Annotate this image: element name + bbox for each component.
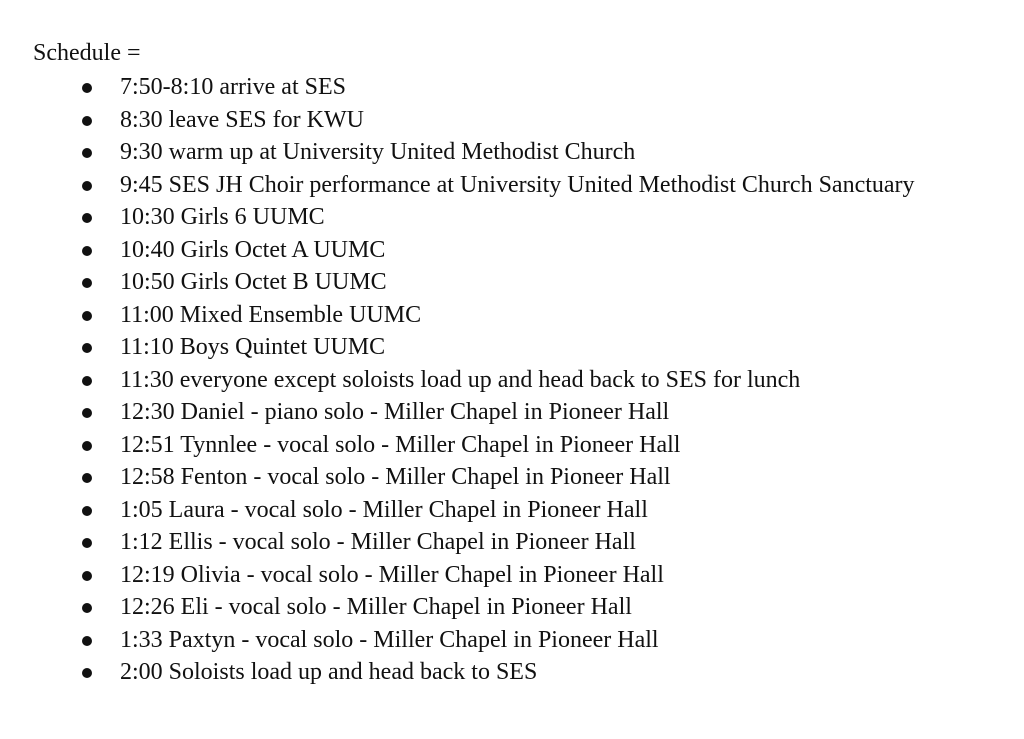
schedule-item-text: 11:10 Boys Quintet UUMC: [120, 334, 386, 360]
schedule-item-text: 11:00 Mixed Ensemble UUMC: [120, 301, 422, 328]
bullet-icon: [82, 506, 92, 516]
bullet-icon: [82, 668, 92, 678]
schedule-item-text: 12:30 Daniel - piano solo - Miller Chapel in Pioneer Hall: [120, 399, 670, 425]
bullet-icon: [82, 408, 92, 418]
schedule-item-text: 1:05 Laura - vocal solo - Miller Chapel in Pioneer Hall: [120, 496, 648, 523]
bullet-icon: [82, 603, 92, 613]
schedule-item-text: 12:19 Olivia - vocal solo - Miller Chapel in Pioneer Hall: [120, 561, 664, 588]
schedule-item-text: 2:00 Soloists load up and head back to SES: [120, 659, 538, 685]
bullet-icon: [82, 538, 92, 548]
bullet-icon: [82, 278, 92, 288]
bullet-icon: [82, 473, 92, 483]
schedule-item-text: 10:30 Girls 6 UUMC: [120, 204, 325, 230]
schedule-item-text: 1:12 Ellis - vocal solo - Miller Chapel in Pioneer Hall: [120, 529, 636, 555]
schedule-item-text: 7:50-8:10 arrive at SES: [120, 74, 346, 100]
schedule-item-text: 1:33 Paxtyn - vocal solo - Miller Chapel in Pioneer Hall: [120, 626, 659, 653]
bullet-icon: [82, 116, 92, 126]
bullet-icon: [82, 246, 92, 256]
bullet-icon: [82, 376, 92, 386]
bullet-icon: [82, 571, 92, 581]
bullet-icon: [82, 311, 92, 321]
bullet-icon: [82, 83, 92, 93]
schedule-item-text: 10:40 Girls Octet A UUMC: [120, 236, 386, 263]
bullet-icon: [82, 148, 92, 158]
schedule-item-text: 11:30 everyone except soloists load up and head back to SES for lunch: [120, 366, 801, 393]
schedule-title: Schedule =: [33, 40, 141, 66]
schedule-item-text: 12:26 Eli - vocal solo - Miller Chapel in Pioneer Hall: [120, 594, 632, 620]
bullet-icon: [82, 181, 92, 191]
schedule-item-text: 9:30 warm up at University United Methodist Church: [120, 139, 636, 165]
bullet-icon: [82, 636, 92, 646]
schedule-item-text: 9:45 SES JH Choir performance at University United Methodist Church Sanctuary: [120, 171, 915, 198]
bullet-icon: [82, 343, 92, 353]
schedule-item-text: 12:58 Fenton - vocal solo - Miller Chapel in Pioneer Hall: [120, 464, 671, 490]
bullet-icon: [82, 441, 92, 451]
bullet-icon: [82, 213, 92, 223]
schedule-item-text: 12:51 Tynnlee - vocal solo - Miller Chapel in Pioneer Hall: [120, 431, 681, 458]
schedule-item-text: 10:50 Girls Octet B UUMC: [120, 269, 387, 295]
schedule-item-text: 8:30 leave SES for KWU: [120, 106, 364, 133]
